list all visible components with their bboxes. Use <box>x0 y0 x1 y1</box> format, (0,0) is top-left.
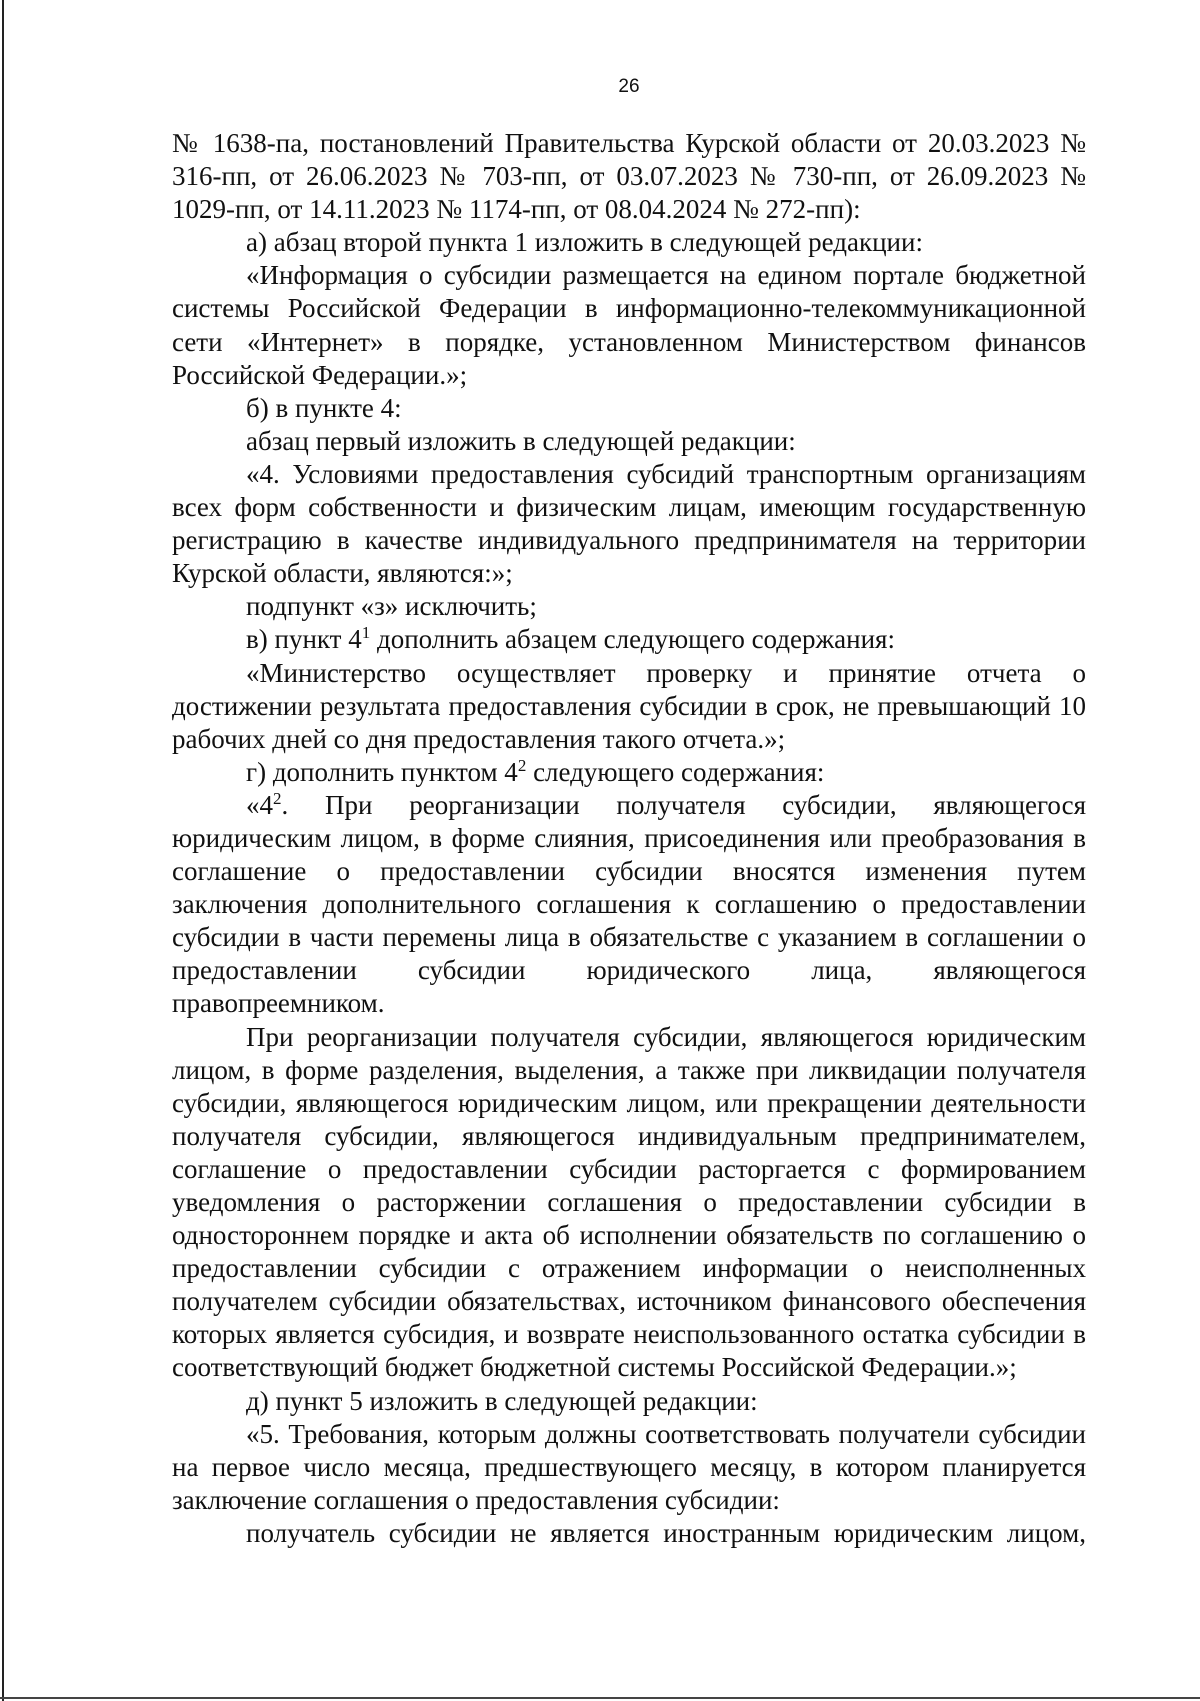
superscript: 2 <box>517 755 527 775</box>
page-number: 26 <box>618 76 640 97</box>
paragraph-quote-point-4: «4. Условиями предоставления субсидий транспортным организациям всех форм собственности и физическим лицам, имеющим государственную регистрацию в качестве индивидуального предпринимателя на территории Курской области, являются:»; <box>172 458 1086 589</box>
scan-edge-bottom <box>0 1697 1200 1699</box>
paragraph-recipient-not-foreign: получатель субсидии не является иностранным юридическим лицом, <box>246 1517 1086 1548</box>
paragraph-item-b: б) в пункте 4: <box>246 392 402 423</box>
paragraph-subitem-z: подпункт «з» исключить; <box>246 591 537 622</box>
paragraph-quote-point-4-2 <box>172 789 1086 1021</box>
document-body <box>172 127 1086 1550</box>
paragraph-resolution-list: № 1638-па, постановлений Правительства Курской области от 20.03.2023 № 316-пп, от 26.06.2023 № 703-пп, от 03.07.2023 № 730-пп, от 26.09.2023 № 1029-пп, от 14.11.2023 № 1174-пп, от 08.04.2024 № 272-пп): <box>172 128 1086 225</box>
paragraph-quote-point-5: «5. Требования, которым должны соответствовать получатели субсидии на первое число месяца, предшествующего месяцу, в котором планируется заключение соглашения о предоставления субсидии: <box>172 1418 1086 1515</box>
text-part: г) дополнить пунктом 4 <box>246 756 518 787</box>
paragraph-quote-ministry-check: «Министерство осуществляет проверку и принятие отчета о достижении результата предоставления субсидии в срок, не превышающий 10 рабочих дней со дня предоставления такого отчета.»; <box>172 657 1086 754</box>
text-part: следующего содержания: <box>526 756 825 787</box>
paragraph-first-abzac: абзац первый изложить в следующей редакции: <box>246 425 796 456</box>
text-part: в) пункт 4 <box>246 624 362 655</box>
superscript: 2 <box>273 788 282 808</box>
paragraph-item-g <box>172 756 1086 789</box>
text-part: «4 <box>246 789 273 820</box>
paragraph-item-d: д) пункт 5 изложить в следующей редакции: <box>246 1385 758 1416</box>
paragraph-item-v <box>172 623 1086 656</box>
paragraph-reorganization-termination: При реорганизации получателя субсидии, являющегося юридическим лицом, в форме разделения, выделения, а также при ликвидации получателя субсидии, являющегося юридическим лицом, или прекращении деятельности получателя субсидии, являющегося индивидуальным предпринимателем, соглашение о предоставлении субсидии расторгается с формированием уведомления о расторжении соглашения о предоставлении субсидии в одностороннем порядке и акта об исполнении обязательств по соглашению о предоставлении субсидии с отражением информации о неисполненных получателем субсидии обязательствах, источником финансового обеспечения которых является субсидия, и возврате неиспользованного остатка субсидии в соответствующий бюджет бюджетной системы Российской Федерации.»; <box>172 1021 1086 1383</box>
text-part: . При реорганизации получателя субсидии, являющегося юридическим лицом, в форме слияния, присоединения или преобразования в соглашение о предоставлении субсидии вносятся изменения путем заключения дополнительного соглашения к соглашению о предоставлении субсидии в части перемены лица в обязательстве с указанием в соглашении о предоставлении субсидии юридического лица, являющегося правопреемником. <box>172 789 1086 1019</box>
scan-edge-left <box>2 0 4 1701</box>
superscript: 1 <box>361 623 371 643</box>
paragraph-quote-subsidy-info: «Информация о субсидии размещается на едином портале бюджетной системы Российской Федерации в информационно-телекоммуникационной сети «Интернет» в порядке, установленном Министерством финансов Российской Федерации.»; <box>172 260 1086 390</box>
text-part: дополнить абзацем следующего содержания: <box>370 624 895 655</box>
paragraph-item-a: а) абзац второй пункта 1 изложить в следующей редакции: <box>246 227 923 258</box>
